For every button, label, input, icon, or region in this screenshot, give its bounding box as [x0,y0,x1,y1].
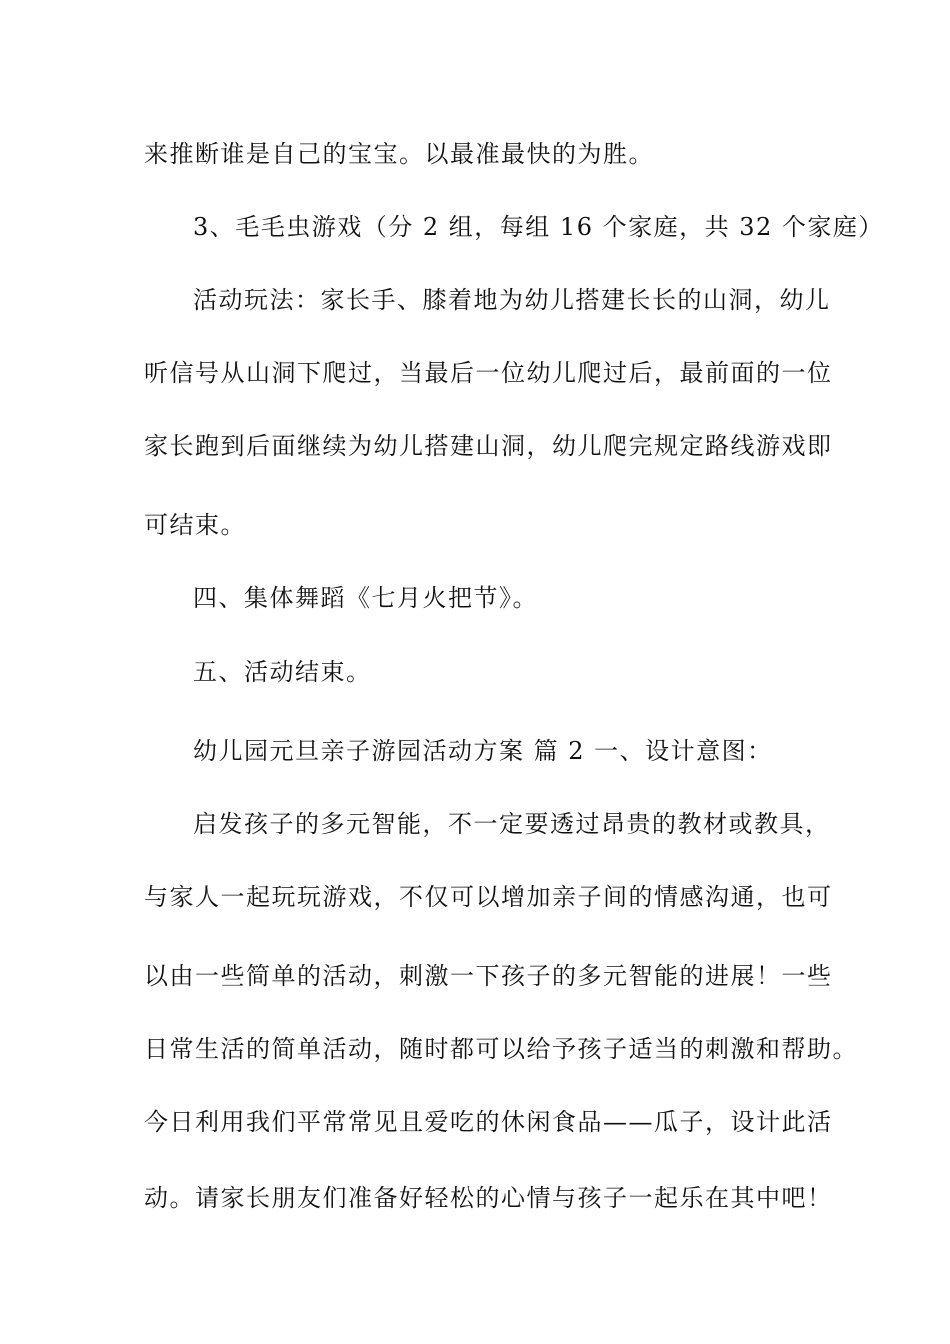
text-line: 与家人一起玩玩游戏，不仅可以增加亲子间的情感沟通，也可 [144,883,833,911]
text-line: 家长跑到后面继续为幼儿搭建山洞，幼儿爬完规定路线游戏即 [144,432,833,460]
text-line: 来推断谁是自己的宝宝。以最准最快的为胜。 [144,140,654,168]
text-line: 四、集体舞蹈《七月火把节》。 [193,584,538,612]
text-line: 3、毛毛虫游戏（分 2 组，每组 16 个家庭，共 32 个家庭） [193,213,884,241]
text-line: 动。请家长朋友们准备好轻松的心情与孩子一起乐在其中吧！ [144,1184,833,1212]
text-line: 日常生活的简单活动，随时都可以给予孩子适当的刺激和帮助。 [144,1035,858,1063]
text-line: 活动玩法：家长手、膝着地为幼儿搭建长长的山洞，幼儿 [193,286,831,314]
text-line: 以由一些简单的活动，刺激一下孩子的多元智能的进展！一些 [144,962,833,990]
text-line: 五、活动结束。 [193,658,372,686]
text-line: 听信号从山洞下爬过，当最后一位幼儿爬过后，最前面的一位 [144,359,833,387]
section-heading: 幼儿园元旦亲子游园活动方案 篇 2 一、设计意图： [193,737,773,765]
text-line: 可结束。 [144,511,246,539]
text-line: 今日利用我们平常常见且爱吃的休闲食品——瓜子，设计此活 [144,1108,833,1136]
text-line: 启发孩子的多元智能，不一定要透过昂贵的教材或教具， [193,810,831,838]
